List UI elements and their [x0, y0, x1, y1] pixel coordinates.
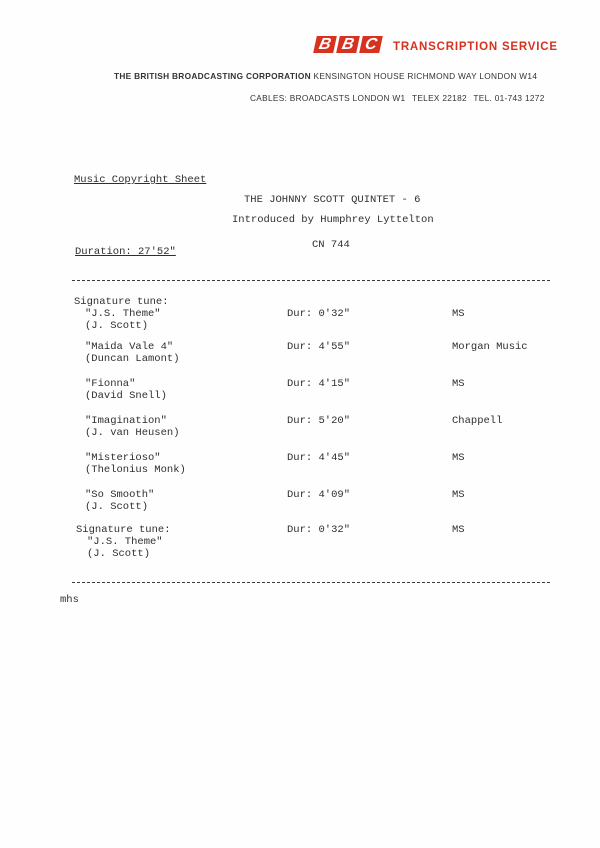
entry-detail: "J.S. Theme": [87, 536, 163, 548]
logo-letter: B: [336, 36, 360, 53]
entry-title: Signature tune:: [76, 524, 171, 536]
entry-detail: (Duncan Lamont): [85, 353, 180, 365]
entry-detail: (Thelonius Monk): [85, 464, 186, 476]
entry-title: Signature tune:: [74, 296, 169, 308]
entry-publisher: Chappell: [452, 415, 503, 427]
contact-line: [250, 93, 549, 103]
entry-duration: Dur: 4'09": [287, 489, 351, 501]
catalogue-number: CN 744: [312, 239, 350, 251]
telephone-number: TEL. 01-743 1272: [473, 93, 545, 103]
entry-title: "Maida Vale 4": [85, 341, 174, 353]
entry-duration: Dur: 0'32": [287, 308, 351, 320]
entry-detail: "J.S. Theme": [85, 308, 161, 320]
entry-detail: (J. Scott): [85, 320, 149, 332]
bbc-logo: [315, 36, 381, 53]
entry-duration: Dur: 5'20": [287, 415, 351, 427]
entry-detail: (David Snell): [85, 390, 167, 402]
entry-duration: Dur: 4'15": [287, 378, 351, 390]
logo-letter: C: [359, 36, 383, 53]
entry-detail: (J. Scott): [87, 548, 151, 560]
entry-detail: (J. Scott): [85, 501, 149, 513]
corporation-name: THE BRITISH BROADCASTING CORPORATION: [114, 71, 311, 81]
entry-duration: Dur: 0'32": [287, 524, 351, 536]
introduced-by: Introduced by Humphrey Lyttelton: [232, 214, 434, 226]
entry-title: "Misterioso": [85, 452, 161, 464]
entry-duration: Dur: 4'45": [287, 452, 351, 464]
telex-number: TELEX 22182: [411, 93, 467, 103]
programme-title: THE JOHNNY SCOTT QUINTET - 6: [244, 194, 421, 206]
bottom-divider: [72, 582, 550, 583]
entry-publisher: MS: [452, 524, 465, 536]
entry-title: "So Smooth": [85, 489, 155, 501]
service-name: TRANSCRIPTION SERVICE: [393, 41, 558, 53]
entry-duration: Dur: 4'55": [287, 341, 351, 353]
entry-publisher: MS: [452, 452, 465, 464]
sheet-heading: Music Copyright Sheet: [74, 174, 207, 186]
corporation-address: KENSINGTON HOUSE RICHMOND WAY LONDON W14: [313, 71, 538, 81]
corporation-address-line: [114, 71, 537, 81]
entry-publisher: MS: [452, 489, 465, 501]
entry-detail: (J. van Heusen): [85, 427, 180, 439]
entry-publisher: MS: [452, 378, 465, 390]
entry-title: "Fionna": [85, 378, 136, 390]
entry-publisher: MS: [452, 308, 465, 320]
typist-initials: mhs: [60, 594, 79, 606]
total-duration: Duration: 27'52": [75, 246, 176, 258]
cables-address: CABLES: BROADCASTS LONDON W1: [250, 93, 406, 103]
top-divider: [72, 280, 550, 281]
entry-publisher: Morgan Music: [452, 341, 528, 353]
logo-letter: B: [313, 36, 337, 53]
entry-title: "Imagination": [85, 415, 167, 427]
